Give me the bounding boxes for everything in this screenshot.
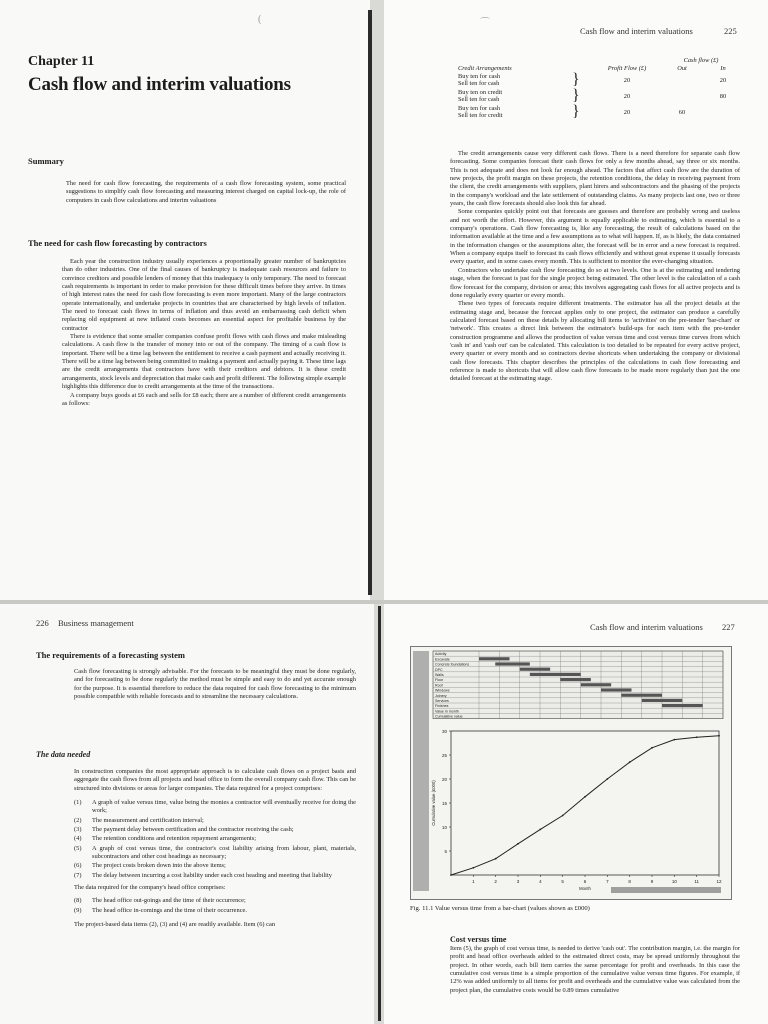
book-spine xyxy=(368,10,372,595)
paragraph: These two types of forecasts require different treatments. The estimator has all the project details at the estimating stage and, because the forecast applies only to one project, the estimator can produce a carefully calculated forecast based on these details by allocating bill items to 'activities' on the pre-tender 'bar-chart' or 'network'. This creates a direct link between the estimator's build-ups for each item with the pre-tender construction programme and allows the production of value versus time and cost versus time curves from which 'cash in' and 'cash out' can be calculated. This calculation is too detailed to be repeated for every active project, every quarter or every month and so contractors devise shortcuts when undertaking the company or divisional cash flow forecasts. This chapter describes the principles of the calculations in cash flow forecasting and reference is made to shortcuts that will allow cash flow forecasts to be made more regularly than just the one detailed forecast at the estimating stage. xyxy=(450,300,740,383)
section-heading: The need for cash flow forecasting by contractors xyxy=(28,238,207,248)
paragraph: There is evidence that some smaller companies confuse profit flows with cash flows and make misleading calculations. A cash flow is the transfer of money into or out of the company. The timing of a cash flow is important. There will be a time lag between the entitlement to receive a cash payment and actually receiving it. There will be a time lag between being committed to making a payment and actually paying it. These time lags are the credit arrangements that contractors have with their creditors and debtors. It is these credit arrangements, stock levels and depreciation that make cash and profit different. The following simple example highlights this difference due to credit arrangements at the time of the transactions. xyxy=(62,333,346,391)
page-gutter-top xyxy=(370,0,384,600)
data-point xyxy=(606,778,608,780)
data-list xyxy=(74,897,356,915)
page-225 xyxy=(384,0,768,600)
figure-caption: Fig. 11.1 Value versus time from a bar-chart (values shown as £000) xyxy=(410,905,590,912)
paragraph: Some companies quickly point out that forecasts are guesses and therefore are probably wrong and useless and not worth the effort. However, this argument is equally applicable to estimating, which is essential to a company's operations. Cash flow forecasting is, like any forecasting, the result of calculations based on the information available at the time and a few assumptions as to what will happen. If, as is likely, the data contained in the information changes or the assumptions alter, the forecast will be in error and a new forecast is required. When a company equips itself to forecast its cash flows efficiently and without great expense it usually forecasts every quarter, and in some cases every month. This is sufficient to monitor the ever-changing situation. xyxy=(450,208,740,266)
list-item xyxy=(74,897,356,905)
summary-text: The need for cash flow forecasting, the requirements of a cash flow forecasting system, some practical suggestions to simplify cash flow forecasting and measuring interest charged on capital lock-up, the role of computers in cash flow calculations and interim valuations xyxy=(66,180,346,204)
x-tick-label: 1 xyxy=(472,879,475,884)
list-item xyxy=(74,799,356,816)
col-profit: Profit Flow (£) xyxy=(607,64,647,72)
y-tick-label: 25 xyxy=(441,753,447,758)
x-tick-label: 3 xyxy=(516,879,520,884)
data-point xyxy=(495,858,497,860)
body-text xyxy=(74,768,356,930)
activity-bar xyxy=(530,673,581,676)
activity-bar xyxy=(621,694,662,697)
activity-bar xyxy=(560,678,591,681)
list-text: The delay between incurring a cost liability under each cost heading and meeting that liability xyxy=(92,871,332,879)
chart-svg xyxy=(411,647,731,899)
paragraph: Cash flow forecasting is strongly advisable. For the forecasts to be meaningful they must be done regularly, and for forecasting to be done regularly the method must be simple and easy to do and yet accurate enough for the purpose. It is essential therefore to reduce the data required for cash flow forecasting to the minimum possible compatible with reliable forecasts and to streamline the necessary calculations. xyxy=(74,668,356,701)
table-row-label: Cumulative value xyxy=(435,714,463,719)
brace-icon: } xyxy=(572,87,580,104)
x-tick-label: 9 xyxy=(650,879,654,884)
page-chapter-opening xyxy=(0,0,370,600)
list-text: A graph of value versus time, value being the monies a contractor will eventually receive for doing the work; xyxy=(92,799,356,815)
col-in: In xyxy=(720,64,726,72)
page-number: 226 xyxy=(36,618,49,628)
data-point xyxy=(673,739,675,741)
list-item xyxy=(74,845,356,862)
list-number: (6) xyxy=(74,862,82,870)
plot-frame xyxy=(451,731,719,875)
x-axis-label: Month xyxy=(579,886,591,891)
paragraph: The credit arrangements cause very different cash flows. There is a need therefore for separate cash flow forecasting. Some companies forecast their cash flows for only a few months ahead, say three or six months. This is not adequate and does not look far enough ahead. The factors that affect cash flow are the duration of new projects, the profit margin on these projects, the retention conditions, the delay in receiving payment from the client, the credit arrangements with suppliers, plant hirers and subcontractors and the phasing of the projects in the company's workload and the late settlement of outstanding claims. As many projects last one, two or three years, the cash flow forecasts should also look this far ahead. xyxy=(450,150,740,208)
y-tick-label: 30 xyxy=(441,729,447,734)
paragraph: Contractors who undertake cash flow forecasting do so at two levels. One is at the estimating and tendering stage, when the forecast is just for the single project being estimated. The other level is the calculation of a cash flow forecast for the company, division or area; this involves aggregating cash flows for all active projects and is done regularly every quarter or every month. xyxy=(450,266,740,299)
list-text: The head office out-goings and the time of their occurrence; xyxy=(92,897,246,905)
table-row: Buy ten for cash Sell ten for credit } 20 60 xyxy=(458,103,686,120)
paragraph: The project-based data items (2), (3) and (4) are readily available. Item (6) can xyxy=(74,921,276,929)
data-point xyxy=(517,843,519,845)
activity-bar xyxy=(642,699,683,702)
x-tick-label: 11 xyxy=(694,879,700,884)
page-number: 227 xyxy=(722,622,735,632)
list-item xyxy=(74,872,356,880)
table-row-label: DPC xyxy=(435,667,443,672)
table-row-label: Walls xyxy=(435,673,444,677)
col-arrangements: Credit Arrangements xyxy=(458,64,512,72)
list-item xyxy=(74,817,356,825)
list-number: (2) xyxy=(74,816,82,824)
table-row: Buy ten on credit Sell ten for cash } 20 80 xyxy=(458,87,727,104)
paragraph: Each year the construction industry usually experiences a proportionally greater number of bankruptcies than do other industries. One of the final causes of bankruptcy is inadequate cash resources and failure to convince creditors and possible lenders of money that this inadequacy is only temporary. The need to forecast cash requirements is important in order to make provision for these difficult times before they arrive. In times of high interest rates the need for cash flow forecasting is even more important. Many of the large contractors operate internationally, and undertake projects in countries that are characterised by high levels of inflation. The need to forecast cash flows in terms of inflation and thus avoid an embarrassing cash deficit when replacing old equipment at new inflated costs becomes an essential aspect for profitable business by the contractor xyxy=(62,258,346,332)
scan-border xyxy=(413,651,429,891)
table-row-label: Windows xyxy=(435,688,450,693)
data-point xyxy=(629,761,631,763)
table-row: Buy ten for cash Sell ten for cash } 20 20 xyxy=(458,71,727,88)
activity-bar xyxy=(479,657,510,660)
activity-bar xyxy=(520,668,550,671)
subheading: The data needed xyxy=(36,750,91,759)
table-row-label: Floor xyxy=(435,678,444,683)
table-row-label: Finishes xyxy=(435,704,449,709)
table-row-label: Excavate xyxy=(435,657,450,662)
list-number: (3) xyxy=(74,826,82,834)
list-text: The project costs broken down into the above items; xyxy=(92,862,226,870)
list-number: (7) xyxy=(74,871,82,879)
activity-bar xyxy=(601,688,632,691)
cost-heading: Cost versus time xyxy=(450,935,507,944)
list-item xyxy=(74,907,356,915)
table-row-label: Joinery xyxy=(435,693,447,698)
x-tick-label: 10 xyxy=(671,879,677,884)
summary-heading: Summary xyxy=(28,156,64,166)
list-text: A graph of cost versus time, the contractor's cost liability arising from labour, plant, materials, subcontractors and other cost headings as necessary; xyxy=(92,844,356,861)
table-row-label: Value in month xyxy=(435,709,459,714)
data-point xyxy=(450,874,452,876)
y-tick-label: 20 xyxy=(441,777,447,782)
x-tick-label: 2 xyxy=(494,879,497,884)
x-tick-label: 5 xyxy=(561,879,564,884)
table-row-label: Services xyxy=(435,699,449,703)
scan-mark: ⌒ xyxy=(480,18,490,29)
list-number: (8) xyxy=(74,897,82,905)
list-number: (5) xyxy=(74,844,82,852)
body-text xyxy=(450,150,740,384)
paragraph: The data required for the company's head office comprises: xyxy=(74,884,226,892)
section-heading: The requirements of a forecasting system xyxy=(36,650,185,660)
credit-table xyxy=(456,56,742,120)
paragraph: In construction companies the most appropriate approach is to calculate cash flows on a project basis and aggregate the cash flows from all projects and head office to form the overall company cash flow. This can be structured into divisions or areas for larger companies. The data required for a project comprises: xyxy=(74,768,356,792)
list-number: (4) xyxy=(74,835,82,843)
y-tick-label: 10 xyxy=(441,825,447,830)
data-point xyxy=(584,796,586,798)
book-spine xyxy=(378,606,381,1021)
col-out: Out xyxy=(677,64,687,72)
chapter-number: Chapter 11 xyxy=(28,54,95,69)
data-point xyxy=(718,735,720,737)
paragraph: A company buys goods at £6 each and sells for £8 each; there are a number of different credit arrangements as follows: xyxy=(62,391,346,407)
brace-icon: } xyxy=(572,71,580,88)
figure-value-time xyxy=(410,646,732,900)
running-head: Business management xyxy=(58,618,134,628)
scan-border xyxy=(611,887,721,893)
table-row-label: Activity xyxy=(435,652,447,657)
brace-icon: } xyxy=(572,103,580,120)
data-point xyxy=(539,829,541,831)
activity-bar xyxy=(495,662,530,665)
table-row-label: Roof xyxy=(435,683,443,688)
data-point xyxy=(696,736,698,738)
list-number: (1) xyxy=(74,799,82,807)
col-cash-flow: Cash flow (£) xyxy=(683,56,719,64)
x-tick-label: 6 xyxy=(583,879,587,884)
data-point xyxy=(651,747,653,749)
list-item xyxy=(74,835,356,843)
running-head: Cash flow and interim valuations xyxy=(590,622,703,632)
activity-bar xyxy=(662,704,703,707)
page-number: 225 xyxy=(724,26,737,36)
scan-mark: ( xyxy=(258,14,262,25)
x-tick-label: 12 xyxy=(716,879,722,884)
page-226 xyxy=(0,604,374,1024)
barchart-table xyxy=(433,651,723,719)
x-tick-label: 7 xyxy=(606,879,609,884)
table-row-label: Concrete foundations xyxy=(435,662,470,667)
x-tick-label: 8 xyxy=(628,879,631,884)
list-number: (9) xyxy=(74,906,82,914)
data-list xyxy=(74,799,356,880)
list-text: The retention conditions and retention repayment arrangements; xyxy=(92,835,256,843)
list-item xyxy=(74,826,356,834)
data-point xyxy=(562,815,564,817)
chapter-title: Cash flow and interim valuations xyxy=(28,74,291,95)
x-tick-label: 4 xyxy=(539,879,542,884)
list-text: The measurement and certification interval; xyxy=(92,816,204,824)
activity-bar xyxy=(581,683,612,686)
list-text: The head office in-comings and the time of their occurrence. xyxy=(92,906,247,914)
list-text: The payment delay between certification and the contractor receiving the cash; xyxy=(92,826,294,834)
running-head: Cash flow and interim valuations xyxy=(580,26,693,36)
value-curve xyxy=(451,736,719,875)
y-axis-label: Cumulative value (£000) xyxy=(431,780,436,826)
y-tick-label: 5 xyxy=(444,849,447,854)
y-tick-label: 15 xyxy=(441,801,447,806)
body-text xyxy=(74,668,356,701)
paragraph: Item (5), the graph of cost versus time, is needed to derive 'cash out'. The contribution margin, i.e. the margin for profit and head office overheads added to the estimated direct costs, may be spread uniformly throughout the project. In other words, each bill item carries the same percentage for profit and overheads. In this case the cumulative cost versus time is a simple proportion of the cumulative value versus time figures. For example, if 12% was added uniformly to all items for profit and overheads and the cumulative value was calculated from the project plan, the cumulative costs would be 0.89 times cumulative xyxy=(450,945,740,994)
body-text xyxy=(450,945,740,995)
body-text xyxy=(62,258,346,408)
data-point xyxy=(472,867,474,869)
list-item xyxy=(74,862,356,870)
